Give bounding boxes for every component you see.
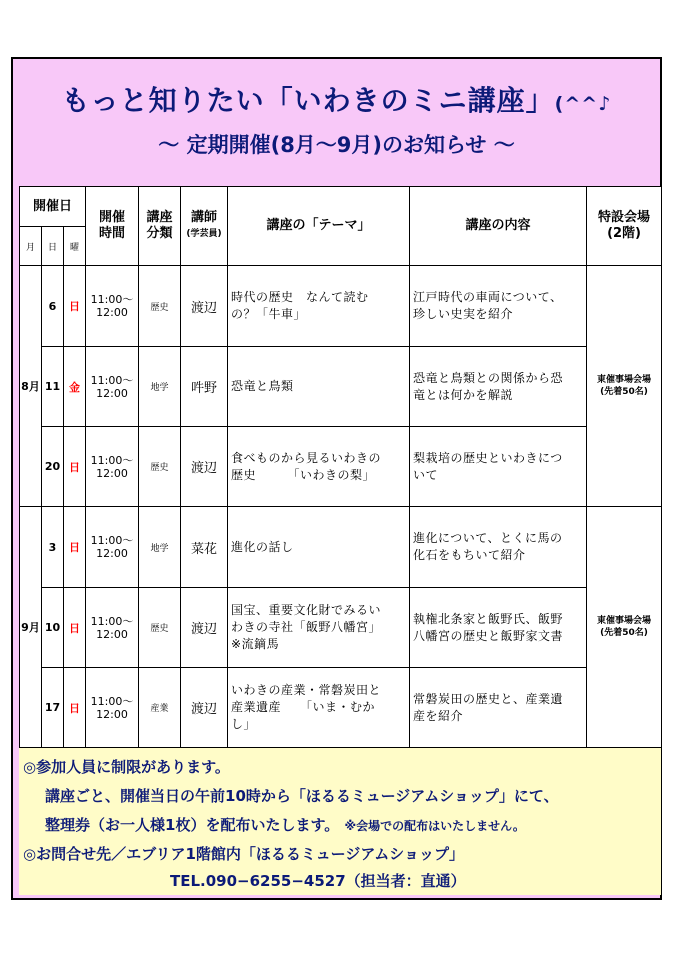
category-cell: 歴史 bbox=[139, 427, 181, 507]
lecturer-cell: 菜花 bbox=[181, 507, 228, 588]
time-start: 11:00〜 bbox=[90, 694, 134, 708]
content-cell bbox=[410, 668, 587, 748]
month-cell-8: 8月 bbox=[20, 266, 42, 507]
theme-line: わきの寺社「飯野八幡宮」 bbox=[231, 620, 382, 634]
header-time-l2: 時間 bbox=[99, 226, 126, 241]
theme-line: の？「牛車」 bbox=[231, 307, 307, 321]
note-ticket bbox=[45, 814, 525, 835]
note-phone: TEL.090−6255−4527（担当者：直通） bbox=[170, 872, 466, 890]
month-cell-9: 9月 bbox=[20, 507, 42, 748]
time-end: 12:00 bbox=[96, 707, 128, 721]
theme-cell bbox=[228, 427, 410, 507]
header-theme: 講座の「テーマ」 bbox=[228, 187, 410, 266]
category-cell: 歴史 bbox=[139, 588, 181, 668]
time-cell bbox=[86, 588, 139, 668]
venue-cell-9 bbox=[587, 507, 662, 748]
day-cell: 17 bbox=[42, 668, 64, 748]
time-end: 12:00 bbox=[96, 547, 128, 560]
category-cell: 歴史 bbox=[139, 266, 181, 347]
content-line: 常磐炭田の歴史と、産業遺 bbox=[413, 691, 564, 706]
theme-cell bbox=[228, 588, 410, 668]
day-cell: 20 bbox=[42, 427, 64, 507]
time-end: 12:00 bbox=[96, 306, 128, 319]
content-line: いて bbox=[413, 467, 439, 482]
time-end: 12:00 bbox=[96, 627, 128, 641]
header-category-l2: 分類 bbox=[146, 226, 173, 241]
theme-cell bbox=[228, 266, 410, 347]
content-line: 八幡宮の歴史と飯野家文書 bbox=[413, 628, 564, 643]
content-cell bbox=[410, 266, 587, 347]
note-contact: ◎お問合せ先／エブリア1階館内「ほるるミュージアムショップ」 bbox=[23, 845, 464, 863]
venue-capacity: (先着50名) bbox=[600, 628, 648, 638]
weekday-cell: 日 bbox=[64, 266, 86, 347]
time-cell bbox=[86, 507, 139, 588]
theme-line: し」 bbox=[231, 717, 257, 731]
theme-cell bbox=[228, 507, 410, 588]
note-limit: ◎参加人員に制限があります。 bbox=[23, 758, 230, 776]
theme-line: ※流鏑馬 bbox=[231, 637, 280, 651]
header-time bbox=[86, 187, 139, 266]
theme-line: 時代の歴史 なんて読む bbox=[231, 290, 369, 304]
title-emoticon: (^^♪ bbox=[554, 93, 612, 115]
theme-line: 産業遺産 「いま・むか bbox=[231, 700, 376, 714]
time-cell bbox=[86, 427, 139, 507]
poster-subtitle: 〜 定期開催(8月〜9月)のお知らせ 〜 bbox=[158, 133, 515, 157]
lecturer-cell: 渡辺 bbox=[181, 588, 228, 668]
lecturer-cell: 吽野 bbox=[181, 347, 228, 427]
content-line: 産を紹介 bbox=[413, 708, 464, 723]
theme-line: 国宝、重要文化財でみるい bbox=[231, 603, 382, 617]
header-venue bbox=[587, 187, 662, 266]
time-cell bbox=[86, 347, 139, 427]
content-line: 珍しい史実を紹介 bbox=[413, 307, 514, 321]
day-cell: 10 bbox=[42, 588, 64, 668]
content-line: 進化について、とくに馬の bbox=[413, 531, 563, 545]
title-main: もっと知りたい「いわきのミニ講座」 bbox=[61, 84, 555, 117]
time-start: 11:00〜 bbox=[90, 614, 134, 628]
header-venue-l1: 特設会場 bbox=[598, 210, 651, 225]
weekday-cell: 日 bbox=[64, 427, 86, 507]
content-line: 江戸時代の車両について、 bbox=[413, 290, 563, 304]
note-distribution: 講座ごと、開催当日の午前10時から「ほるるミュージアムショップ」にて、 bbox=[45, 787, 559, 805]
time-start: 11:00〜 bbox=[90, 453, 134, 467]
table-row bbox=[20, 266, 662, 347]
header-lecturer-l1: 講師 bbox=[191, 210, 218, 225]
poster-title bbox=[13, 79, 660, 119]
day-cell: 6 bbox=[42, 266, 64, 347]
weekday-cell: 日 bbox=[64, 668, 86, 748]
theme-line: 食べものから見るいわきの bbox=[231, 450, 382, 465]
notes-panel bbox=[19, 748, 661, 895]
note-ticket-text: 整理券（お一人様1枚）を配布いたします。 bbox=[45, 816, 340, 834]
weekday-cell: 日 bbox=[64, 507, 86, 588]
content-line: 恐竜と鳥類との関係から恐 bbox=[413, 370, 564, 385]
content-line: 梨栽培の歴史といわきにつ bbox=[413, 450, 563, 465]
table-row bbox=[20, 668, 662, 748]
time-cell bbox=[86, 266, 139, 347]
content-line: 竜とは何かを解説 bbox=[413, 387, 514, 402]
content-cell bbox=[410, 347, 587, 427]
category-cell: 産業 bbox=[139, 668, 181, 748]
header-category bbox=[139, 187, 181, 266]
venue-name: 東催事場会場 bbox=[597, 375, 652, 385]
header-content: 講座の内容 bbox=[410, 187, 587, 266]
header-weekday: 曜 bbox=[64, 227, 86, 266]
time-cell bbox=[86, 668, 139, 748]
category-cell: 地学 bbox=[139, 347, 181, 427]
time-start: 11:00〜 bbox=[90, 293, 134, 306]
schedule-table bbox=[19, 186, 662, 748]
lecturer-cell: 渡辺 bbox=[181, 668, 228, 748]
theme-line: 歴史 「いわきの梨」 bbox=[231, 467, 376, 482]
table-row bbox=[20, 427, 662, 507]
header-category-l1: 講座 bbox=[146, 210, 173, 225]
theme-cell bbox=[228, 347, 410, 427]
header-month: 月 bbox=[20, 227, 42, 266]
table-row bbox=[20, 507, 662, 588]
venue-cell-8 bbox=[587, 266, 662, 507]
venue-name: 東催事場会場 bbox=[597, 616, 652, 626]
table-row bbox=[20, 347, 662, 427]
header-lecturer bbox=[181, 187, 228, 266]
category-cell: 地学 bbox=[139, 507, 181, 588]
time-start: 11:00〜 bbox=[90, 534, 134, 547]
weekday-cell: 日 bbox=[64, 588, 86, 668]
note-ticket-small: ※会場での配布はいたしません。 bbox=[344, 819, 525, 833]
time-start: 11:00〜 bbox=[90, 373, 134, 387]
lecturer-cell: 渡辺 bbox=[181, 427, 228, 507]
content-line: 執権北条家と飯野氏、飯野 bbox=[413, 611, 564, 626]
content-line: 化石をもちいて紹介 bbox=[413, 548, 526, 562]
header-venue-l2: (2階) bbox=[607, 226, 641, 241]
lecturer-cell: 渡辺 bbox=[181, 266, 228, 347]
time-end: 12:00 bbox=[96, 386, 128, 400]
header-date-group: 開催日 bbox=[20, 187, 86, 227]
table-row bbox=[20, 588, 662, 668]
theme-cell bbox=[228, 668, 410, 748]
time-end: 12:00 bbox=[96, 466, 128, 480]
content-cell bbox=[410, 507, 587, 588]
theme-line: いわきの産業・常磐炭田と bbox=[231, 683, 382, 697]
content-cell bbox=[410, 588, 587, 668]
theme-line: 恐竜と鳥類 bbox=[231, 379, 294, 393]
header-time-l1: 開催 bbox=[99, 210, 126, 225]
day-cell: 11 bbox=[42, 347, 64, 427]
content-cell bbox=[410, 427, 587, 507]
weekday-cell: 金 bbox=[64, 347, 86, 427]
header-lecturer-l2: (学芸員) bbox=[186, 229, 222, 239]
day-cell: 3 bbox=[42, 507, 64, 588]
venue-capacity: (先着50名) bbox=[600, 387, 648, 397]
header-day: 日 bbox=[42, 227, 64, 266]
theme-line: 進化の話し bbox=[231, 539, 294, 554]
